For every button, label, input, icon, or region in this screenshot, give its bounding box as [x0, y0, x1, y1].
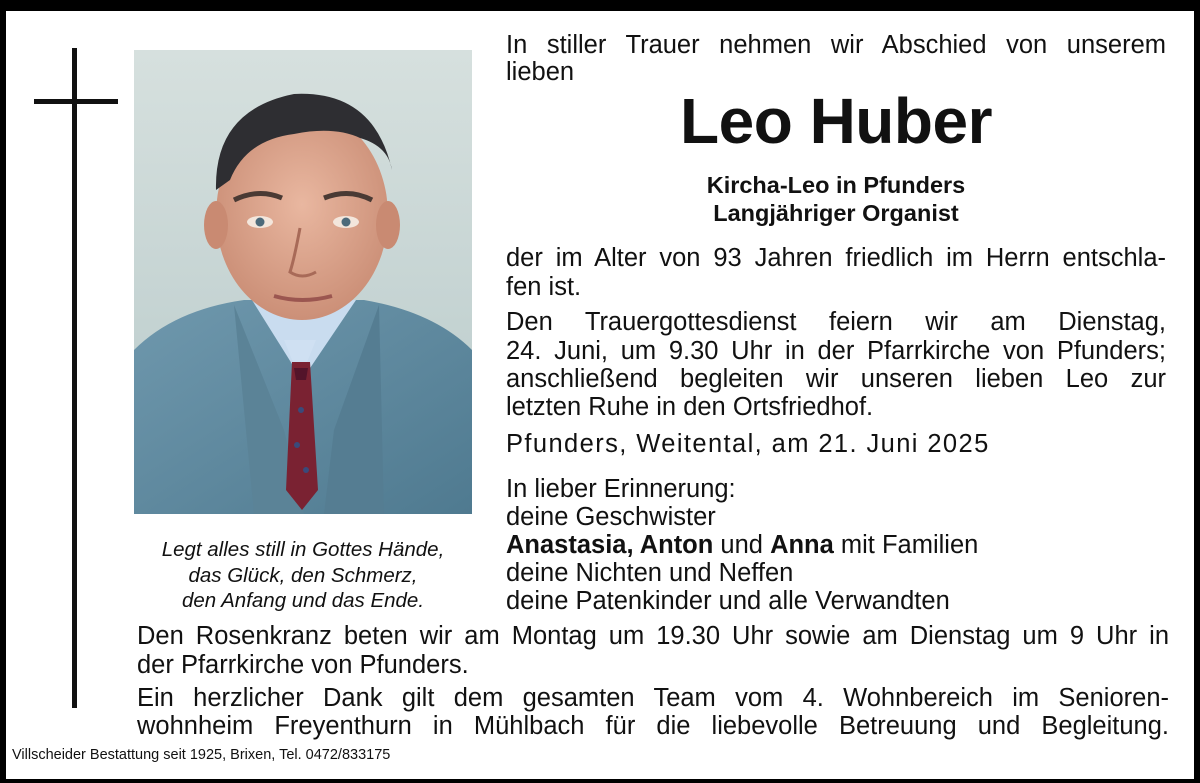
mourners-names: [506, 531, 978, 560]
nickname-subtitle: Kircha-Leo in Pfunders: [706, 172, 966, 198]
mourner-names-joiner: und: [713, 531, 771, 559]
body-text-line: fen ist.: [506, 273, 582, 301]
quote-line: den Anfang und das Ende.: [181, 589, 425, 612]
body-text-line: anschließend begleiten wir unseren lieben Leo zur: [506, 365, 1166, 393]
intro-line: In stiller Trauer nehmen wir Abschied von unserem: [506, 31, 1166, 59]
mourners-heading: In lieber Erinnerung:: [506, 475, 736, 503]
rosary-text-line: Den Rosenkranz beten wir am Montag um 19.30 Uhr sowie am Dienstag um 9 Uhr in: [137, 622, 1169, 650]
quote-verse: [128, 537, 478, 614]
funeral-home-footer: Villscheider Bestattung seit 1925, Brixen, Tel. 0472/833175: [12, 747, 391, 763]
thanks-text-line: Ein herzlicher Dank gilt dem gesamten Team vom 4. Wohnbereich im Senioren-: [137, 684, 1169, 712]
body-text-line: letzten Ruhe in den Ortsfriedhof.: [506, 393, 874, 421]
mourners-line: deine Patenkinder und alle Verwandten: [506, 587, 950, 615]
mourner-names-suffix: mit Familien: [833, 531, 979, 559]
quote-line: das Glück, den Schmerz,: [188, 563, 418, 587]
thanks-text-line: wohnheim Freyenthurn in Mühlbach für die liebevolle Betreuung und Begleitung.: [137, 712, 1169, 740]
deceased-name: Leo Huber: [680, 85, 992, 157]
place-date: Pfunders, Weitental, am 21. Juni 2025: [506, 430, 990, 458]
body-text-line: der im Alter von 93 Jahren friedlich im Herrn entschla-: [506, 244, 1166, 272]
quote-line: Legt alles still in Gottes Hände,: [161, 538, 445, 561]
rosary-text-line: der Pfarrkirche von Pfunders.: [137, 651, 469, 679]
mourner-names-bold: Anastasia, Anton: [506, 531, 714, 559]
mourner-name-bold: Anna: [770, 531, 834, 559]
mourners-line: deine Geschwister: [506, 503, 716, 531]
intro-line: lieben: [506, 58, 575, 86]
cross-icon-bar: [34, 99, 118, 104]
mourners-line: deine Nichten und Neffen: [506, 559, 794, 587]
cross-icon: [72, 48, 77, 708]
role-subtitle: Langjähriger Organist: [713, 200, 959, 226]
body-text-line: Den Trauergottesdienst feiern wir am Dienstag,: [506, 308, 1166, 336]
portrait-photo: [134, 50, 472, 514]
body-text-line: 24. Juni, um 9.30 Uhr in der Pfarrkirche von Pfunders;: [506, 337, 1166, 365]
